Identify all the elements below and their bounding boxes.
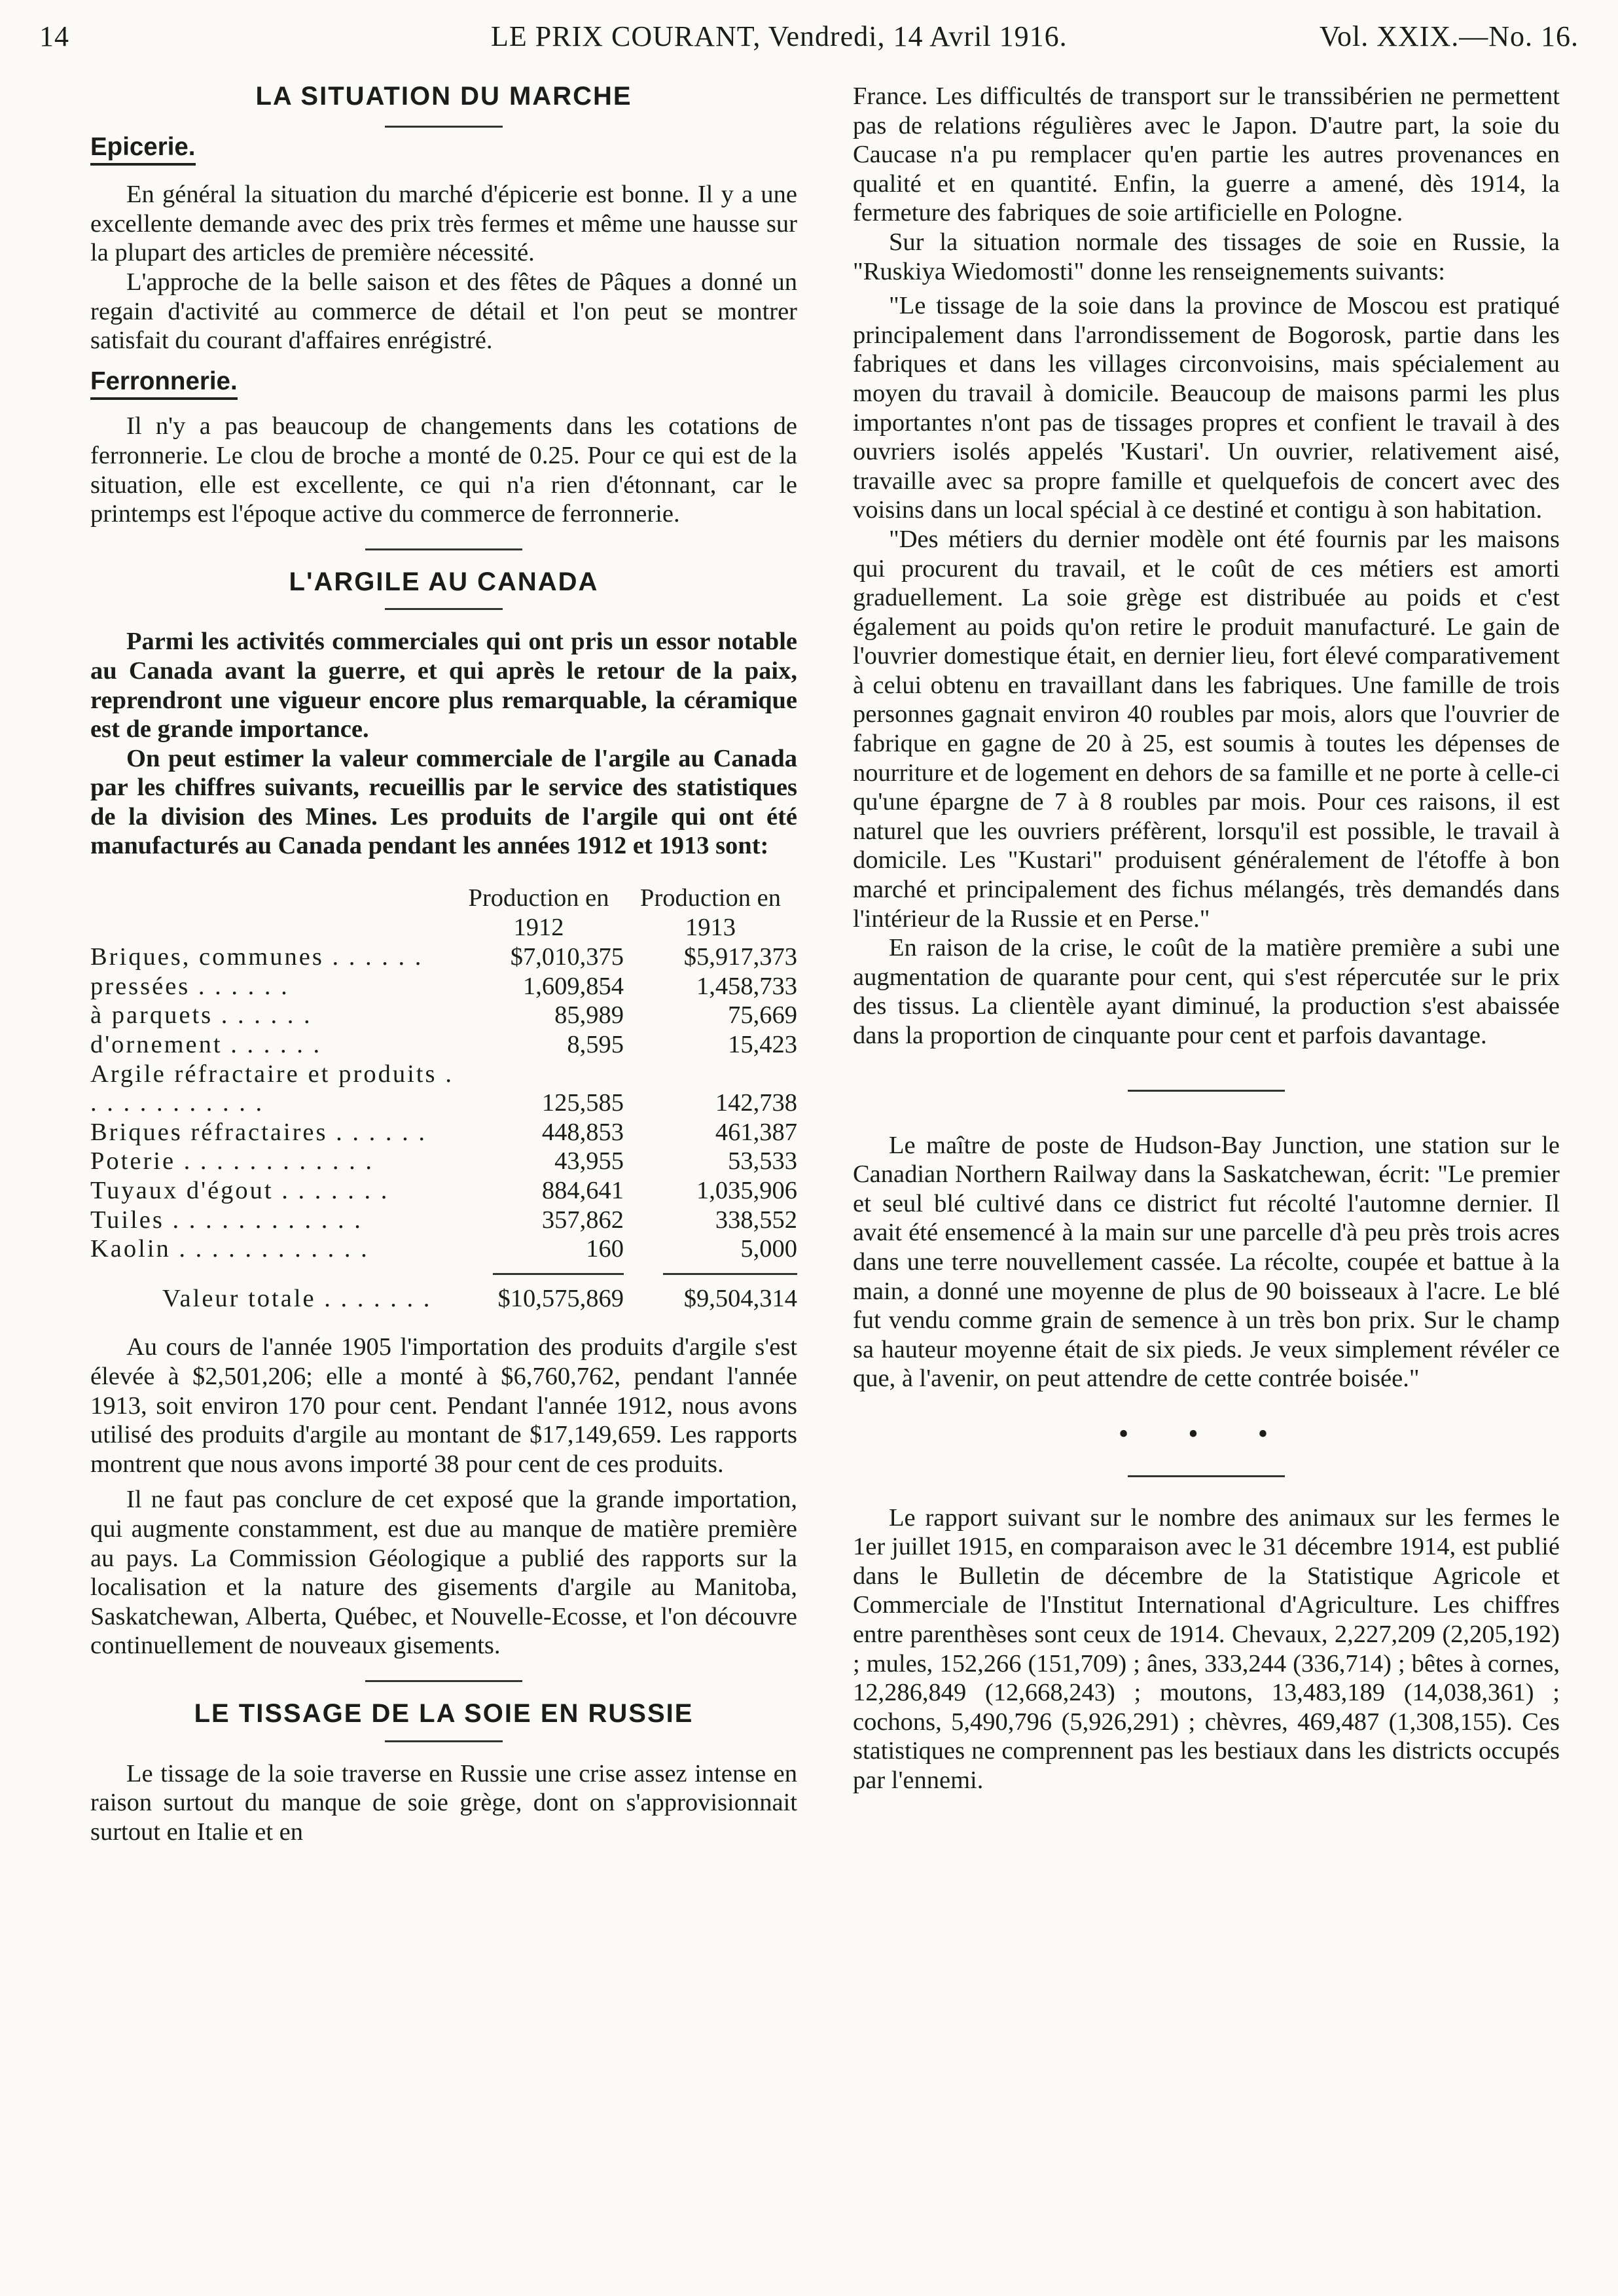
value-1913: 75,669 [728,1001,797,1030]
table-row [90,942,797,972]
value-1912: 125,585 [541,1089,624,1117]
row-label: Tuiles . . . . . . . . . . . . [90,1206,363,1234]
value-1912: 43,955 [554,1147,624,1175]
table-row [90,1001,797,1030]
animaux-paragraph: Le rapport suivant sur le nombre des animaux sur les fermes le 1er juillet 1915, en comparaison avec le 31 décembre 1914, est publié dans le Bulletin de décembre de la Statistique Agricole et Commerciale de l'Institut International d'Agriculture. Les chiffres entre parenthèses sont ceux de 1914. Chevaux, 2,227,209 (2,205,192) ; mules, 152,266 (151,709) ; ânes, 333,244 (336,714) ; bêtes à cornes, 12,286,849 (12,668,243) ; moutons, 13,483,189 (14,038,361) ; cochons, 5,490,796 (5,926,291) ; chèvres, 469,487 (1,308,155). Ces statistiques ne comprennent pas les bestiaux dans les districts occupés par l'ennemi. [853,1503,1560,1794]
value-1913: 1,035,906 [696,1177,797,1204]
table-row [90,1206,797,1235]
column-header-1913: Production en 1913 [640,884,781,941]
soie-paragraph-1-continued: France. Les difficultés de transport sur le transsibérien ne permettent pas de relations régulières avec le Japon. D'autre part, la soie du Caucase n'a pu remplacer qu'en partie les autres provenances en qualité et en quantité. Enfin, la guerre a amené, dès 1914, la fermeture des fabriques de soie artificielle en Pologne. [853,82,1560,227]
hudson-paragraph: Le maître de poste de Hudson-Bay Junction, une station sur le Canadian Northern Railway dans la Saskatchewan, écrit: "Le premier et seul blé cultivé dans ce district fut récolté l'automne dernier. Il avait été ensemencé à la main sur une parcelle d'à peu près trois acres dans une terre nouvellement cassée. La récolte, coupée et battue à la main, a donné une moyenne de plus de 90 boisseaux à l'acre. Le blé fut vendu comme grain de semence à un très bon prix. Sur le champ sa hauteur moyenne était de six pieds. Je veux simplement révéler ce que, à l'avenir, on peut attendre de cette contrée boisée." [853,1131,1560,1393]
volume-number: Vol. XXIX.—No. 16. [1319,20,1579,52]
value-1913: 142,738 [715,1089,797,1117]
row-label: à parquets . . . . . . [90,1001,312,1030]
table-row [90,1147,797,1176]
row-label: Argile réfractaire et produits . . . . . . . . . . . . [90,1060,454,1117]
row-label: pressées . . . . . . [90,972,289,1000]
soie-paragraph-5: En raison de la crise, le coût de la matière première a subi une augmentation de quarante pour cent, qui s'est répercutée sur le prix des tissus. La clientèle ayant diminué, la production s'est abaissée dans la proportion de cinquante pour cent et parfois davantage. [853,934,1560,1049]
soie-paragraph-1: Le tissage de la soie traverse en Russie une crise assez intense en raison surtout du manque de soie grège, dont on s'approvisionnait surtout en Italie et en [90,1759,797,1846]
value-1912: 884,641 [541,1177,624,1204]
value-1913: 1,458,733 [696,972,797,1000]
value-1912: 448,853 [541,1118,624,1146]
argile-paragraph-2: On peut estimer la valeur commerciale de l'argile au Canada par les chiffres suivants, recueillis par le service des statistiques de la division des Mines. Les produits de l'argile qui ont été manufacturés au Canada pendant les années 1912 et 1913 sont: [90,744,797,860]
soie-title: LE TISSAGE DE LA SOIE EN RUSSIE [194,1698,694,1728]
value-1912: $7,010,375 [510,943,624,971]
table-total-row [90,1284,797,1314]
value-1913: 5,000 [740,1235,797,1263]
publication-title: LE PRIX COURANT, Vendredi, 14 Avril 1916. [491,20,1068,52]
value-1912: 8,595 [567,1031,624,1059]
row-label: Poterie . . . . . . . . . . . . [90,1147,374,1175]
value-1912: 357,862 [541,1206,624,1234]
soie-paragraph-4: "Des métiers du dernier modèle ont été fournis par les maisons qui procurent du travail, et le coût de ces métiers est amorti graduellement. La soie grège est distribuée au poids et c'est également au poids qu'on retire le produit manufacturé. Le gain de l'ouvrier domestique était, en dernier lieu, fort élevé comparativement à celui obtenu en travaillant dans les fabriques. Une famille de trois personnes gagnait environ 40 roubles par mois, alors que l'ouvrier de fabrique en gagne de 20 à 25, est soumis à toutes les dépenses de nourriture et de logement en dehors de sa famille et ne porte à celle-ci qu'une épargne de 7 à 8 roubles par mois. Pour ces raisons, il est naturel que les ouvriers préfèrent, lorsqu'il est possible, le travail à domicile. Les "Kustari" produisent généralement de l'étoffe à bon marché et principalement des fichus mélangés, très demandés dans l'intérieur de la Russie et en Perse." [853,525,1560,933]
soie-paragraph-3: "Le tissage de la soie dans la province de Moscou est pratiqué principalement dans l'arrondissement de Bogorosk, partie dans les fabriques et dans les villages circonvoisins, mais spécialement au moyen du travail à domicile. Beaucoup de maisons parmi les plus importantes n'ont pas de tissages propres et confient le travail à des ouvriers isolés appelés 'Kustari'. Un ouvrier, relativement aisé, travaille avec sa propre famille et quelquefois de concert avec des voisins dans un local spécial à ce destiné et contigu à son habitation. [853,292,1560,524]
page-number: 14 [39,20,69,52]
value-1912: 85,989 [554,1001,624,1030]
value-1912: 1,609,854 [523,972,624,1000]
table-header-row [90,883,797,942]
table-row [90,972,797,1001]
epicerie-paragraph-1: En général la situation du marché d'épicerie est bonne. Il y a une excellente demande avec des prix très fermes et même une hausse sur la plupart des articles de première nécessité. [90,181,797,267]
table-row [90,1060,797,1118]
value-1913: 15,423 [728,1031,797,1059]
value-1912: 160 [586,1235,624,1263]
value-1913: 53,533 [728,1147,797,1175]
value-1913: 338,552 [715,1206,797,1234]
argile-paragraph-1: Parmi les activités commerciales qui ont pris un essor notable au Canada avant la guerre, et qui après le retour de la paix, reprendront une vigueur encore plus remarquable, la céramique est de grande importance. [90,628,797,744]
table-row [90,1234,797,1264]
epicerie-heading: Epicerie. [90,133,196,166]
total-label: Valeur totale . . . . . . . [162,1284,432,1312]
table-row [90,1176,797,1206]
epicerie-paragraph-2: L'approche de la belle saison et des fêtes de Pâques a donné un regain d'activité au commerce de détail et l'on peut se montrer satisfait du courant d'affaires enrégistré. [90,268,797,355]
table-row [90,1118,797,1147]
argile-paragraph-4: Il ne faut pas conclure de cet exposé que la grande importation, qui augmente constamment, est due au manque de matière première au pays. La Commission Géologique a publié des rapports sur la localisation et la nature des gisements d'argile au Manitoba, Saskatchewan, Alberta, Québec, et Nouvelle-Ecosse, et l'on découvre continuellement de nouveaux gisements. [90,1486,797,1660]
total-1913: $9,504,314 [683,1284,797,1312]
row-label: Kaolin . . . . . . . . . . . . [90,1235,369,1263]
ferronnerie-heading: Ferronnerie. [90,367,238,401]
row-label: Tuyaux d'égout . . . . . . . [90,1177,389,1204]
row-label: Briques, communes . . . . . . [90,943,423,971]
left-column [90,82,797,1846]
total-1912: $10,575,869 [497,1284,624,1312]
ferronnerie-paragraph: Il n'y a pas beaucoup de changements dans les cotations de ferronnerie. Le clou de broche a monté de 0.25. Pour ce qui est de la situation, elle est excellente, ce qui n'a rien d'étonnant, car le printemps est l'époque active du commerce de ferronnerie. [90,412,797,528]
page-header [39,20,1579,65]
argile-paragraph-3: Au cours de l'année 1905 l'importation des produits d'argile s'est élevée à $2,501,206; elle a monté à $6,760,762, pendant l'année 1913, soit environ 170 pour cent. Pendant l'année 1912, nous avons utilisé des produits d'argile au montant de $17,149,659. Les rapports montrent que nous avons importé 38 pour cent de ces produits. [90,1333,797,1478]
row-label: Briques réfractaires . . . . . . [90,1118,427,1146]
value-1913: $5,917,373 [683,943,797,971]
table-row [90,1030,797,1060]
column-header-1912: Production en 1912 [468,884,609,941]
soie-paragraph-2: Sur la situation normale des tissages de soie en Russie, la "Ruskiya Wiedomosti" donne les renseignements suivants: [853,228,1560,285]
separator-stars: • • • [1118,1417,1295,1450]
right-column [853,82,1560,1795]
situation-title: LA SITUATION DU MARCHE [255,82,632,111]
argile-title: L'ARGILE AU CANADA [289,567,599,596]
value-1913: 461,387 [715,1118,797,1146]
row-label: d'ornement . . . . . . [90,1031,322,1059]
clay-production-table [90,883,797,1313]
